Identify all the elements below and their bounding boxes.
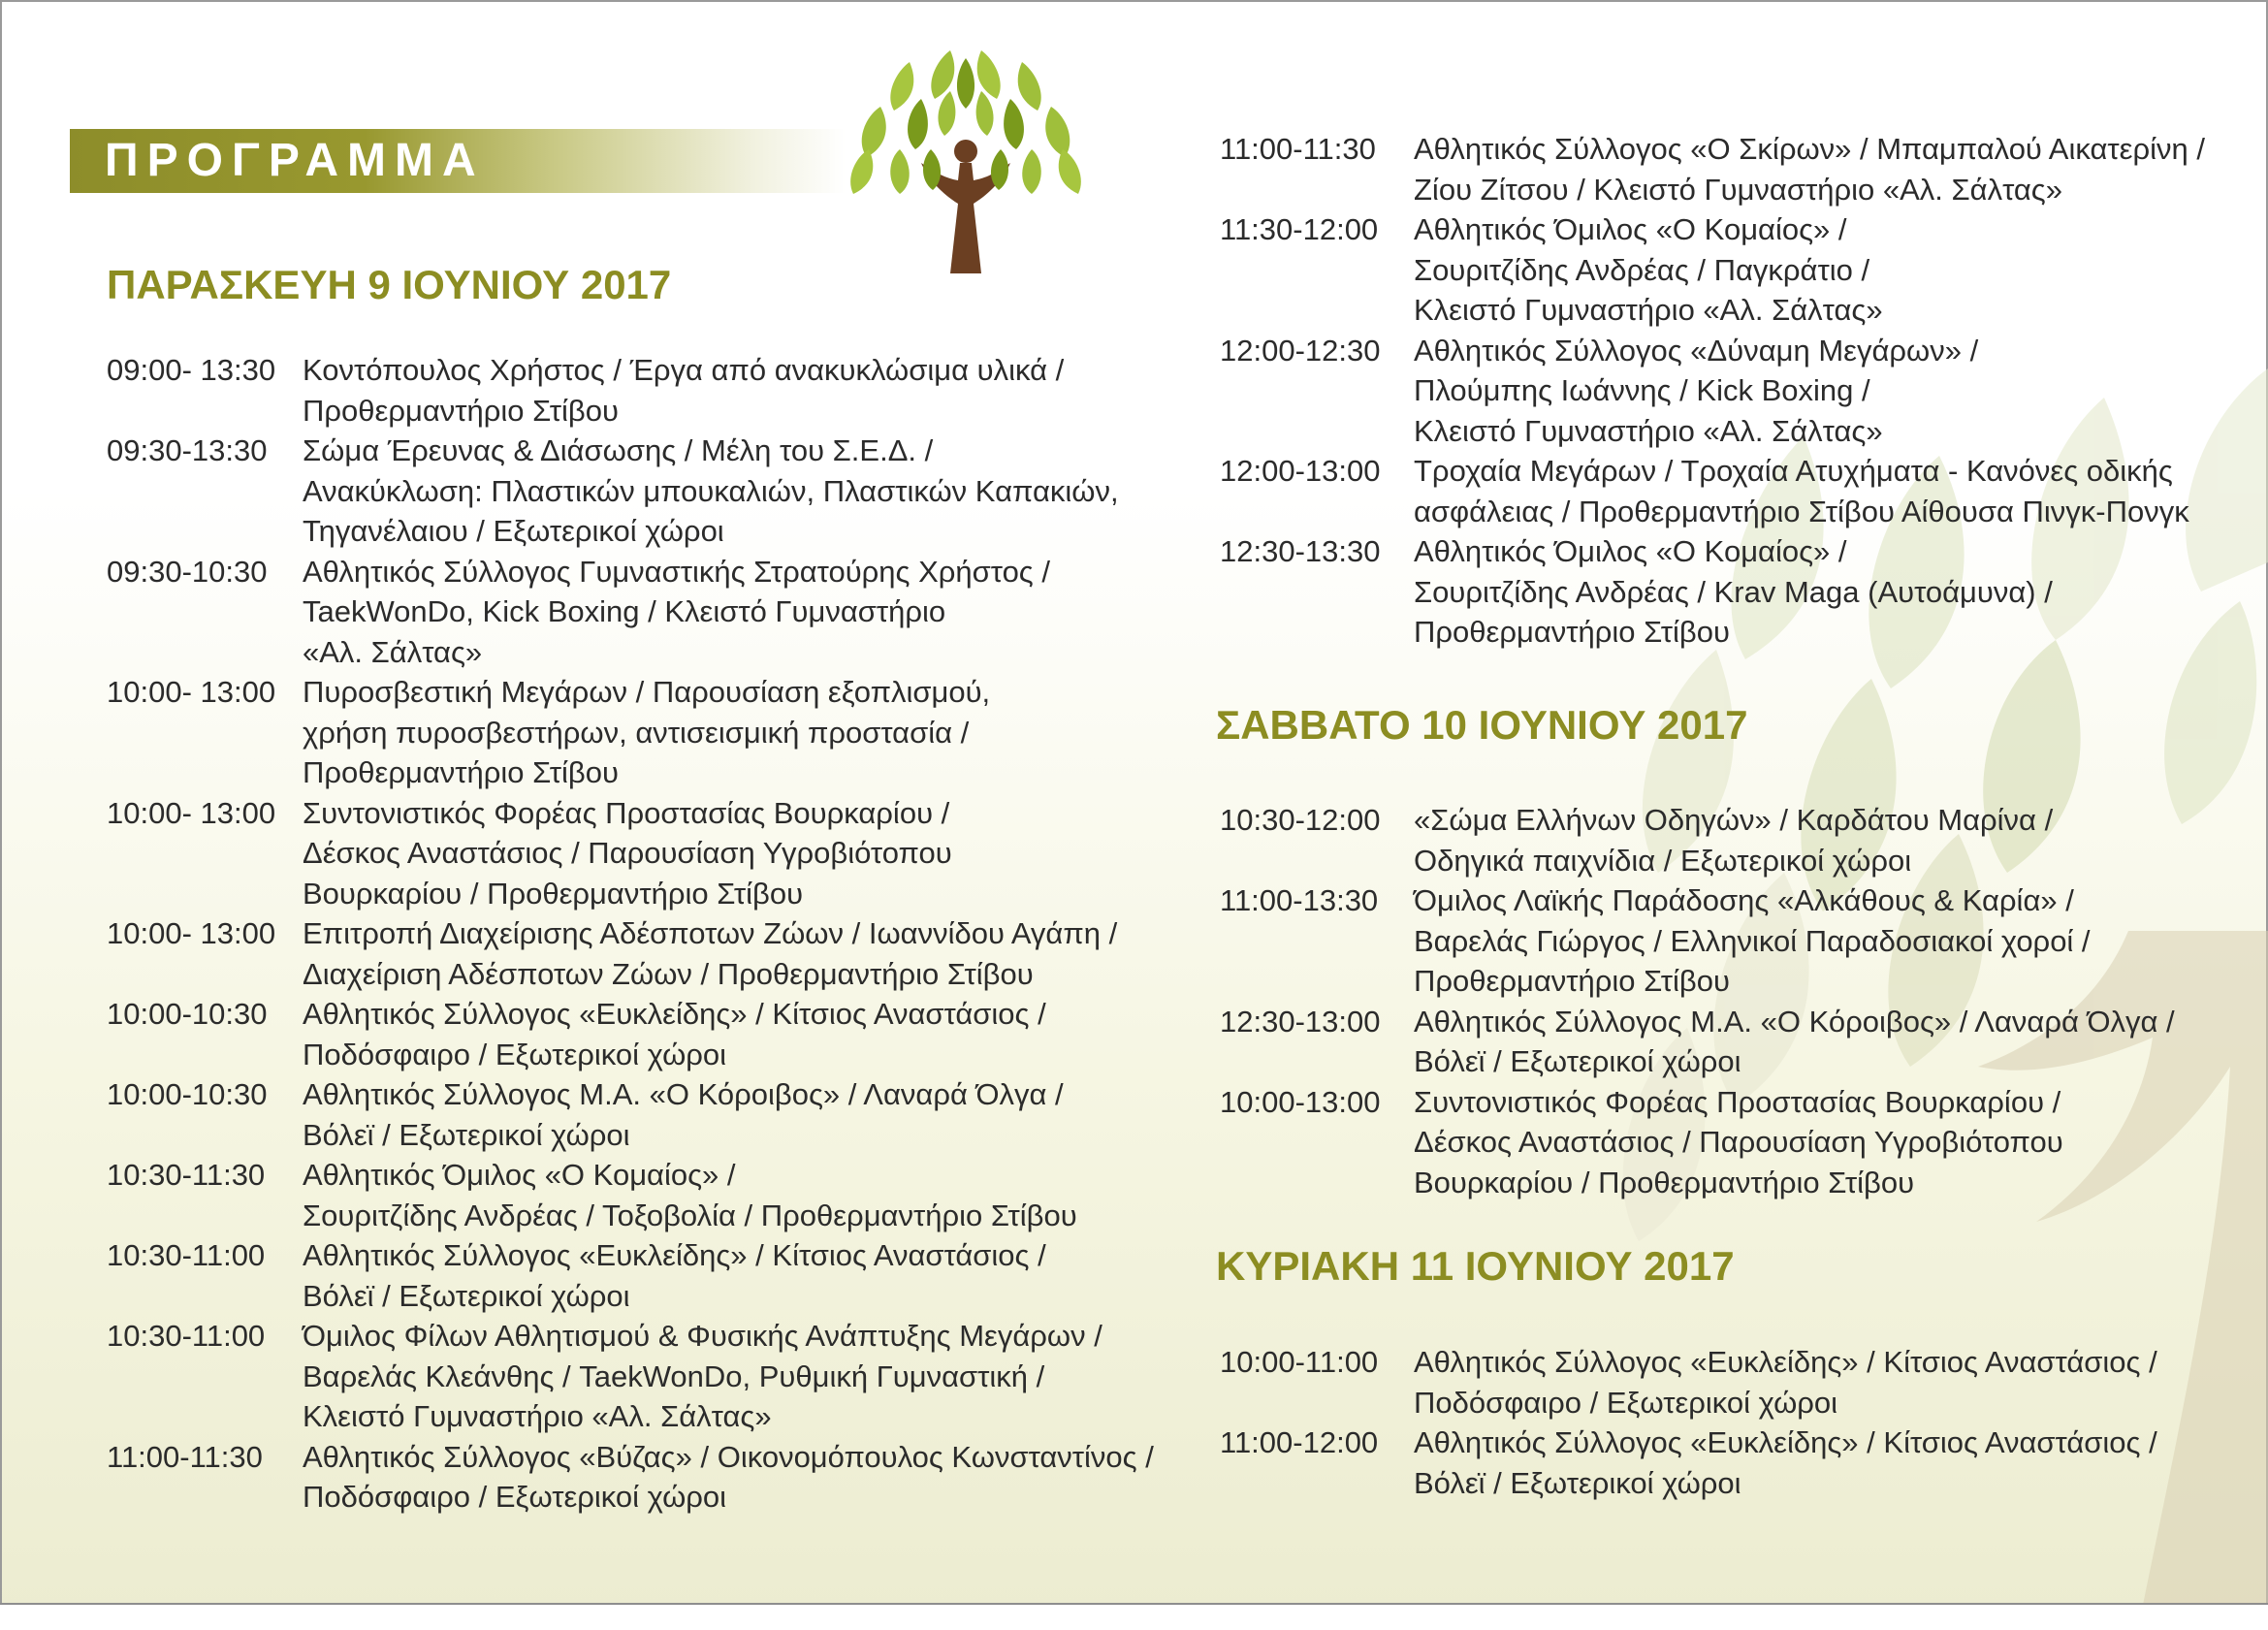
entry-line: Οδηγικά παιχνίδια / Εξωτερικοί χώροι (1414, 843, 1912, 878)
entry-time: 12:00-13:00 (1220, 454, 1381, 488)
entry-line: Αθλητικός Σύλλογος «Ευκλείδης» / Κίτσιος Αναστάσιος / (1414, 1425, 2157, 1459)
entry-time: 09:30-13:30 (107, 433, 268, 467)
entry-line: «Αλ. Σάλτας» (303, 634, 483, 669)
entry-time: 10:30-11:00 (107, 1238, 266, 1272)
entry-line: Ανακύκλωση: Πλαστικών μπουκαλιών, Πλαστικών Καπακιών, (303, 473, 1119, 508)
schedule-entry (1220, 1422, 2157, 1503)
entry-line: Βαρελάς Κλεάνθης / TaekWonDo, Ρυθμική Γυμναστική / (303, 1358, 1045, 1393)
entry-line: Αθλητικός Σύλλογος «Βύζας» / Οικονομόπουλος Κωνσταντίνος / (303, 1439, 1154, 1474)
entry-line: Σουριτζίδης Ανδρέας / Παγκράτιο / (1414, 252, 1870, 287)
entry-line: TaekWonDo, Kick Boxing / Κλειστό Γυμναστήριο (303, 594, 946, 628)
entry-line: Αθλητικός Σύλλογος «Ευκλείδης» / Κίτσιος Αναστάσιος / (1414, 1345, 2157, 1379)
entry-line: Ποδόσφαιρο / Εξωτερικοί χώροι (303, 1480, 727, 1514)
entry-line: Συντονιστικός Φορέας Προστασίας Βουρκαρίου / (1414, 1084, 2061, 1119)
entry-line: Ποδόσφαιρο / Εξωτερικοί χώροι (1414, 1385, 1838, 1420)
schedule-entry (107, 793, 1154, 914)
schedule-entry (107, 1437, 1154, 1518)
entry-line: Πλούμπης Ιωάννης / Kick Boxing / (1414, 373, 1870, 407)
entry-line: Βόλεϊ / Εξωτερικοί χώροι (1414, 1465, 1741, 1500)
entry-line: Επιτροπή Διαχείρισης Αδέσποτων Ζώων / Ιωαννίδου Αγάπη / (303, 916, 1118, 950)
entry-line: Ποδόσφαιρο / Εξωτερικοί χώροι (303, 1037, 727, 1071)
entry-time: 10:00- 13:00 (107, 675, 276, 709)
entry-time: 10:00-13:00 (1220, 1084, 1381, 1119)
entry-line: ασφάλειας / Προθερμαντήριο Στίβου Αίθουσα Πινγκ-Πονγκ (1414, 494, 2189, 528)
entry-line: Δέσκος Αναστάσιος / Παρουσίαση Υγροβιότοπου (1414, 1125, 2063, 1159)
entry-line: Προθερμαντήριο Στίβου (1414, 615, 1730, 649)
schedule-entry (107, 350, 1154, 431)
day-title-friday: ΠΑΡΑΣΚΕΥΗ 9 ΙΟΥΝΙΟΥ 2017 (107, 262, 672, 307)
entry-line: Τηγανέλαιου / Εξωτερικοί χώροι (303, 514, 724, 548)
entry-time: 10:00-10:30 (107, 1077, 268, 1111)
entry-time: 09:30-10:30 (107, 554, 268, 589)
entry-line: Αθλητικός Σύλλογος «Ευκλείδης» / Κίτσιος Αναστάσιος / (303, 997, 1046, 1031)
entry-time: 11:00-11:30 (107, 1439, 263, 1474)
entry-line: Κλειστό Γυμναστήριο «Αλ. Σάλτας» (1414, 413, 1883, 448)
entry-time: 11:00-12:00 (1220, 1425, 1379, 1459)
schedule-entry (107, 431, 1154, 552)
entry-time: 09:00- 13:30 (107, 353, 276, 387)
schedule-entry (107, 552, 1154, 673)
schedule-column-saturday (1220, 800, 2175, 1202)
entry-line: Σουριτζίδης Ανδρέας / Krav Maga (Αυτοάμυνα) / (1414, 574, 2053, 609)
entry-line: Αθλητικός Σύλλογος «Ευκλείδης» / Κίτσιος Αναστάσιος / (303, 1238, 1046, 1272)
entry-line: Αθλητικός Σύλλογος Μ.Α. «Ο Κόροιβος» / Λαναρά Όλγα / (303, 1077, 1064, 1111)
tree-person-logo-icon (846, 48, 1086, 273)
entry-line: Ζίου Ζίτσου / Κλειστό Γυμναστήριο «Αλ. Σάλτας» (1414, 172, 2062, 207)
title-bar (70, 129, 846, 193)
entry-time: 11:30-12:00 (1220, 212, 1379, 246)
entry-line: Πυροσβεστική Μεγάρων / Παρουσίαση εξοπλισμού, (303, 675, 991, 709)
entry-time: 10:30-11:30 (107, 1158, 266, 1192)
schedule-entry (1220, 531, 2205, 653)
entry-line: Αθλητικός Όμιλος «Ο Κομαίος» / (1414, 212, 1847, 246)
page-title: ΠΡΟΓΡΑΜΜΑ (105, 135, 485, 186)
entry-line: Βουρκαρίου / Προθερμαντήριο Στίβου (1414, 1165, 1915, 1199)
entry-time: 10:00- 13:00 (107, 795, 276, 830)
entry-line: Αθλητικός Σύλλογος Μ.Α. «Ο Κόροιβος» / Λαναρά Όλγα / (1414, 1004, 2175, 1039)
schedule-entry (107, 913, 1154, 994)
entry-line: χρήση πυροσβεστήρων, αντισεισμική προστασία / (303, 715, 970, 750)
schedule-column-sunday (1220, 1342, 2157, 1503)
schedule-column-friday-part2 (1220, 129, 2205, 653)
entry-line: Βόλεϊ / Εξωτερικοί χώροι (1414, 1044, 1741, 1078)
entry-line: Κλειστό Γυμναστήριο «Αλ. Σάλτας» (1414, 293, 1883, 327)
schedule-entry (1220, 880, 2175, 1002)
schedule-entry (1220, 331, 2205, 452)
entry-line: Σώμα Έρευνας & Διάσωσης / Μέλη του Σ.Ε.Δ. / (303, 433, 934, 467)
entry-line: Συντονιστικός Φορέας Προστασίας Βουρκαρίου / (303, 795, 950, 830)
schedule-entry (1220, 1342, 2157, 1422)
schedule-entry (1220, 209, 2205, 331)
entry-line: Κλειστό Γυμναστήριο «Αλ. Σάλτας» (303, 1399, 772, 1433)
entry-line: Βόλεϊ / Εξωτερικοί χώροι (303, 1278, 630, 1313)
entry-line: Βόλεϊ / Εξωτερικοί χώροι (303, 1117, 630, 1152)
entry-time: 10:00-11:00 (1220, 1345, 1379, 1379)
schedule-entry (107, 1235, 1154, 1316)
entry-time: 10:30-12:00 (1220, 803, 1381, 837)
entry-time: 10:00- 13:00 (107, 916, 276, 950)
schedule-entry (1220, 800, 2175, 880)
schedule-entry (1220, 129, 2205, 209)
schedule-entry (1220, 451, 2205, 531)
entry-time: 11:00-11:30 (1220, 132, 1376, 166)
entry-time: 12:00-12:30 (1220, 333, 1381, 368)
entry-time: 10:30-11:00 (107, 1319, 266, 1353)
entry-line: Δέσκος Αναστάσιος / Παρουσίαση Υγροβιότοπου (303, 836, 952, 870)
schedule-entry (1220, 1082, 2175, 1203)
entry-time: 12:30-13:00 (1220, 1004, 1381, 1039)
entry-time: 11:00-13:30 (1220, 883, 1379, 917)
entry-line: Προθερμαντήριο Στίβου (1414, 964, 1730, 998)
schedule-entry (1220, 1002, 2175, 1082)
entry-line: Προθερμαντήριο Στίβου (303, 393, 619, 428)
schedule-entry (107, 672, 1154, 793)
entry-line: Σουριτζίδης Ανδρέας / Τοξοβολία / Προθερμαντήριο Στίβου (303, 1198, 1077, 1232)
entry-line: Βουρκαρίου / Προθερμαντήριο Στίβου (303, 876, 804, 911)
bottom-border (0, 1603, 2268, 1630)
entry-line: Τροχαία Μεγάρων / Τροχαία Ατυχήματα - Κανόνες οδικής (1414, 454, 2173, 488)
entry-line: Αθλητικός Σύλλογος «Δύναμη Μεγάρων» / (1414, 333, 1979, 368)
schedule-entry (107, 994, 1154, 1074)
entry-time: 12:30-13:30 (1220, 534, 1381, 568)
entry-line: Όμιλος Λαϊκής Παράδοσης «Αλκάθους & Καρία» / (1414, 883, 2074, 917)
entry-line: Διαχείριση Αδέσποτων Ζώων / Προθερμαντήριο Στίβου (303, 956, 1034, 991)
day-title-saturday: ΣΑΒΒΑΤΟ 10 ΙΟΥΝΙΟΥ 2017 (1216, 702, 1748, 748)
entry-line: Όμιλος Φίλων Αθλητισμού & Φυσικής Ανάπτυξης Μεγάρων / (303, 1319, 1102, 1353)
entry-line: Αθλητικός Όμιλος «Ο Κομαίος» / (1414, 534, 1847, 568)
entry-line: Βαρελάς Γιώργος / Ελληνικοί Παραδοσιακοί χοροί / (1414, 923, 2091, 958)
entry-line: Αθλητικός Σύλλογος Γυμναστικής Στρατούρης Χρήστος / (303, 554, 1050, 589)
entry-line: Κοντόπουλος Χρήστος / Έργα από ανακυκλώσιμα υλικά / (303, 353, 1065, 387)
entry-line: Αθλητικός Σύλλογος «Ο Σκίρων» / Μπαμπαλού Αικατερίνη / (1414, 132, 2205, 166)
entry-line: Αθλητικός Όμιλος «Ο Κομαίος» / (303, 1158, 736, 1192)
entry-line: Προθερμαντήριο Στίβου (303, 755, 619, 789)
schedule-entry (107, 1155, 1154, 1235)
schedule-column-friday-part1 (107, 350, 1154, 1518)
day-title-sunday: ΚΥΡΙΑΚΗ 11 ΙΟΥΝΙΟΥ 2017 (1216, 1243, 1735, 1289)
entry-line: «Σώμα Ελλήνων Οδηγών» / Καρδάτου Μαρίνα / (1414, 803, 2054, 837)
schedule-entry (107, 1316, 1154, 1437)
entry-time: 10:00-10:30 (107, 997, 268, 1031)
schedule-entry (107, 1074, 1154, 1155)
